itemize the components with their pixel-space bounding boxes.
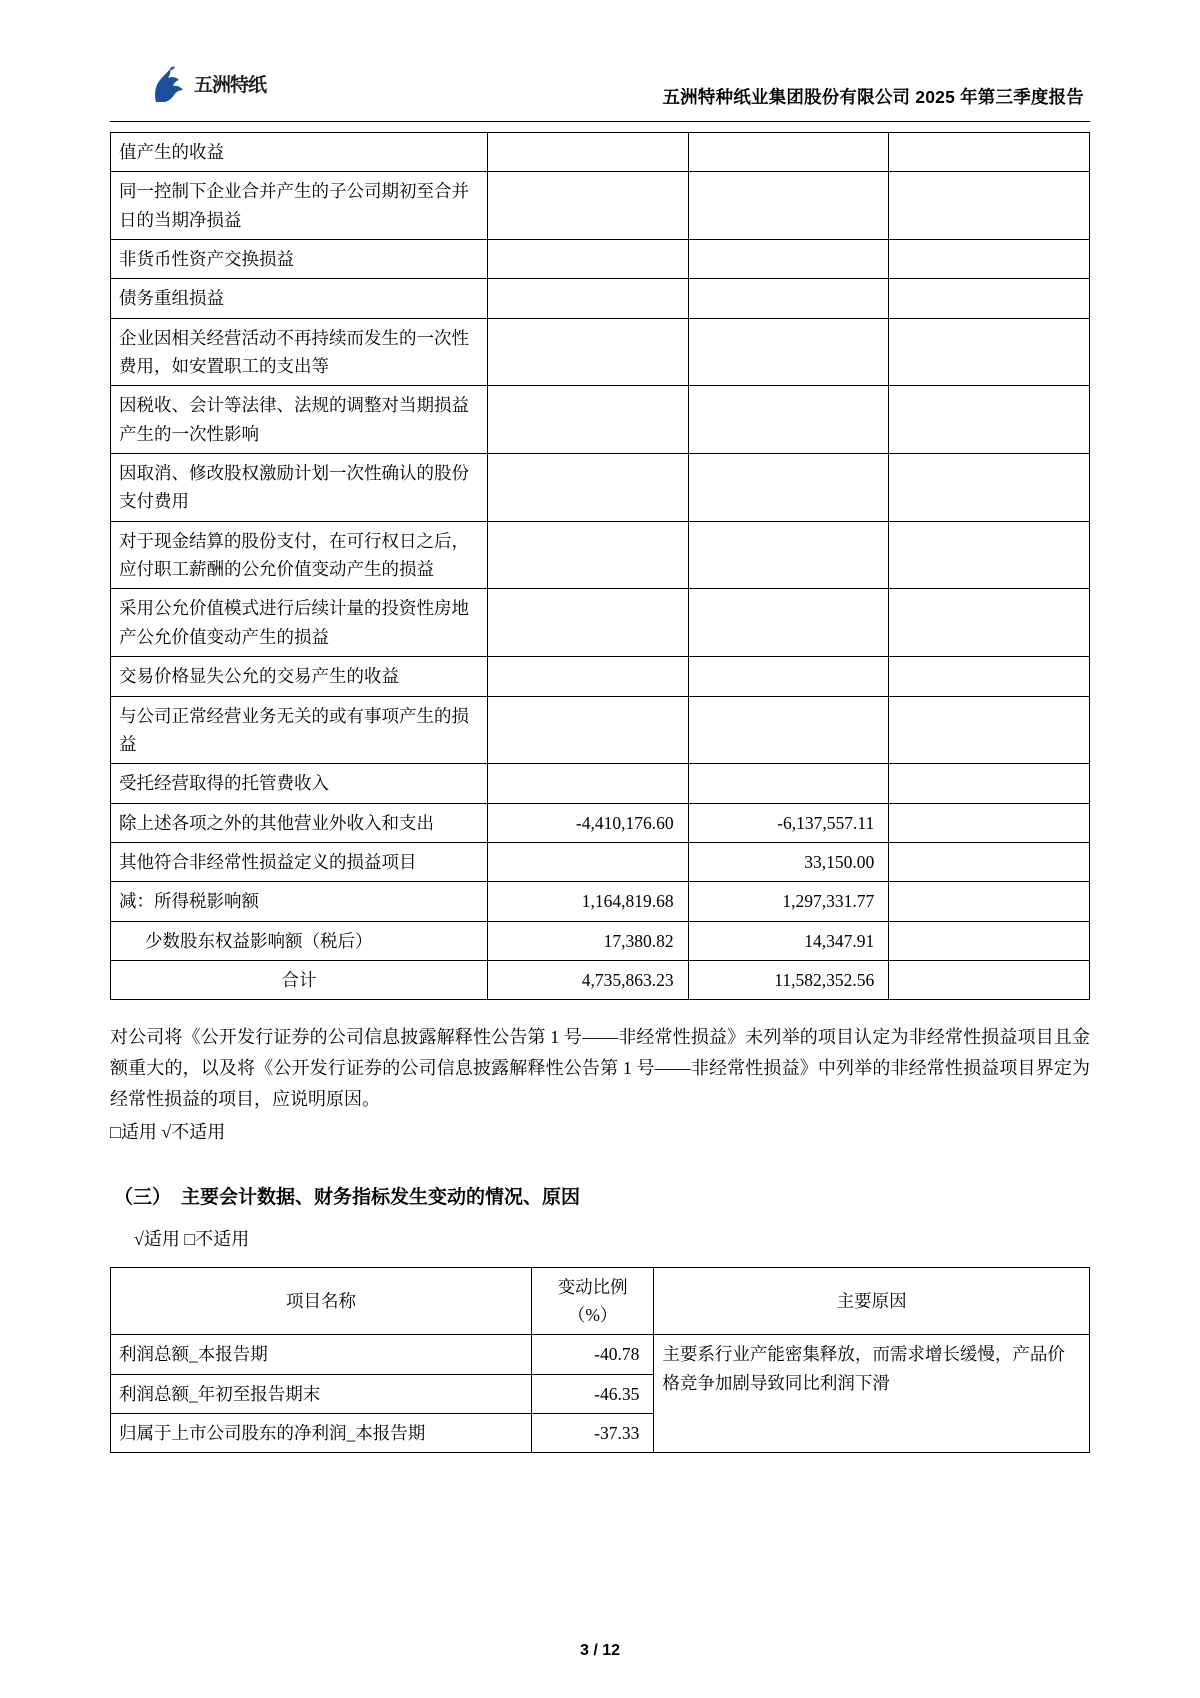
row-value-1: 1,164,819.68 [487, 882, 688, 921]
row-label: 减：所得税影响额 [111, 882, 488, 921]
item-name: 利润总额_年初至报告期末 [111, 1374, 532, 1413]
row-value-3 [889, 921, 1090, 960]
logo-text: 五洲特纸 [194, 74, 267, 96]
nonrecurring-items-body [111, 133, 1090, 1000]
item-pct: -46.35 [531, 1374, 653, 1413]
row-label: 因税收、会计等法律、法规的调整对当期损益产生的一次性影响 [111, 386, 488, 454]
row-value-1: -4,410,176.60 [487, 803, 688, 842]
row-value-1: 4,735,863.23 [487, 960, 688, 999]
nonrecurring-items-table [110, 132, 1090, 1000]
table-row [111, 882, 1090, 921]
col-header-reason: 主要原因 [654, 1267, 1090, 1335]
table-row [111, 279, 1090, 318]
row-value-3 [889, 386, 1090, 454]
table-row-total [111, 960, 1090, 999]
changes-table-body [111, 1335, 1090, 1453]
row-value-2 [688, 240, 889, 279]
row-value-1 [487, 842, 688, 881]
row-label: 采用公允价值模式进行后续计量的投资性房地产公允价值变动产生的损益 [111, 589, 488, 657]
row-value-1 [487, 764, 688, 803]
row-value-1 [487, 386, 688, 454]
page-number: 3 / 12 [579, 1642, 621, 1659]
row-label: 其他符合非经常性损益定义的损益项目 [111, 842, 488, 881]
note-applicability: □适用 √不适用 [110, 1122, 226, 1143]
row-value-1 [487, 657, 688, 696]
company-logo [148, 64, 266, 106]
row-value-2: 14,347.91 [688, 921, 889, 960]
row-value-3 [889, 240, 1090, 279]
row-value-2 [688, 279, 889, 318]
row-label: 交易价格显失公允的交易产生的收益 [111, 657, 488, 696]
section-applicability: √适用 □不适用 [134, 1228, 250, 1249]
row-value-3 [889, 133, 1090, 172]
row-value-2: -6,137,557.11 [688, 803, 889, 842]
row-value-1: 17,380.82 [487, 921, 688, 960]
table-row [111, 386, 1090, 454]
row-value-3 [889, 172, 1090, 240]
row-label: 合计 [111, 960, 488, 999]
item-pct: -37.33 [531, 1414, 653, 1453]
row-value-2 [688, 521, 889, 589]
changes-table-head [111, 1267, 1090, 1335]
row-value-2 [688, 657, 889, 696]
item-pct: -40.78 [531, 1335, 653, 1374]
table-row [111, 172, 1090, 240]
header-divider [110, 121, 1090, 122]
row-value-2: 33,150.00 [688, 842, 889, 881]
row-value-2: 1,297,331.77 [688, 882, 889, 921]
row-value-1 [487, 521, 688, 589]
row-value-1 [487, 589, 688, 657]
row-value-3 [889, 696, 1090, 764]
item-name: 利润总额_本报告期 [111, 1335, 532, 1374]
row-value-1 [487, 454, 688, 522]
row-label: 非货币性资产交换损益 [111, 240, 488, 279]
row-label: 少数股东权益影响额（税后） [111, 921, 488, 960]
row-value-3 [889, 960, 1090, 999]
row-value-2 [688, 386, 889, 454]
row-value-2: 11,582,352.56 [688, 960, 889, 999]
row-value-3 [889, 589, 1090, 657]
table-row [111, 921, 1090, 960]
table-row [111, 133, 1090, 172]
row-label: 企业因相关经营活动不再持续而发生的一次性费用，如安置职工的支出等 [111, 318, 488, 386]
row-label: 因取消、修改股权激励计划一次性确认的股份支付费用 [111, 454, 488, 522]
section-heading [114, 1182, 1090, 1209]
item-reason: 主要系行业产能密集释放，而需求增长缓慢，产品价格竞争加剧导致同比利润下滑 [654, 1335, 1090, 1453]
changes-table [110, 1267, 1090, 1454]
table-row [111, 764, 1090, 803]
row-value-1 [487, 318, 688, 386]
horse-logo-icon [148, 64, 188, 106]
row-value-2 [688, 589, 889, 657]
row-label: 与公司正常经营业务无关的或有事项产生的损益 [111, 696, 488, 764]
row-label: 对于现金结算的股份支付，在可行权日之后，应付职工薪酬的公允价值变动产生的损益 [111, 521, 488, 589]
row-value-1 [487, 133, 688, 172]
note-paragraph: 对公司将《公开发行证券的公司信息披露解释性公告第 1 号——非经常性损益》未列举的项目认定为非经常性损益项目且金额重大的，以及将《公开发行证券的公司信息披露解释性公告第 1 号——非经常性损益》中列举的非经常性损益项目界定为经常性损益的项目，应说明原因。 [110, 1027, 1090, 1110]
row-value-3 [889, 318, 1090, 386]
table-header-row [111, 1267, 1090, 1335]
row-value-2 [688, 133, 889, 172]
row-label: 同一控制下企业合并产生的子公司期初至合并日的当期净损益 [111, 172, 488, 240]
table-row [111, 803, 1090, 842]
table-row [111, 454, 1090, 522]
row-value-2 [688, 172, 889, 240]
col-header-pct: 变动比例（%） [531, 1267, 653, 1335]
row-value-1 [487, 696, 688, 764]
row-value-1 [487, 279, 688, 318]
report-title: 五洲特种纸业集团股份有限公司 2025 年第三季度报告 [662, 87, 1084, 107]
table-row [111, 842, 1090, 881]
row-label: 债务重组损益 [111, 279, 488, 318]
row-value-3 [889, 279, 1090, 318]
row-value-3 [889, 657, 1090, 696]
table-row [111, 657, 1090, 696]
table-row [111, 1335, 1090, 1374]
row-label: 值产生的收益 [111, 133, 488, 172]
row-value-3 [889, 764, 1090, 803]
row-label: 除上述各项之外的其他营业外收入和支出 [111, 803, 488, 842]
table-row [111, 240, 1090, 279]
row-value-3 [889, 882, 1090, 921]
row-value-1 [487, 240, 688, 279]
row-value-2 [688, 318, 889, 386]
row-value-2 [688, 696, 889, 764]
table-row [111, 521, 1090, 589]
row-label: 受托经营取得的托管费收入 [111, 764, 488, 803]
page-header [110, 60, 1090, 122]
table-row [111, 318, 1090, 386]
section-title-text: 主要会计数据、财务指标发生变动的情况、原因 [181, 1186, 581, 1208]
row-value-2 [688, 454, 889, 522]
row-value-3 [889, 454, 1090, 522]
col-header-name: 项目名称 [111, 1267, 532, 1335]
row-value-1 [487, 172, 688, 240]
section-number: （三） [114, 1186, 172, 1208]
table-row [111, 696, 1090, 764]
item-name: 归属于上市公司股东的净利润_本报告期 [111, 1414, 532, 1453]
row-value-3 [889, 803, 1090, 842]
table-row [111, 589, 1090, 657]
row-value-3 [889, 521, 1090, 589]
row-value-2 [688, 764, 889, 803]
row-value-3 [889, 842, 1090, 881]
